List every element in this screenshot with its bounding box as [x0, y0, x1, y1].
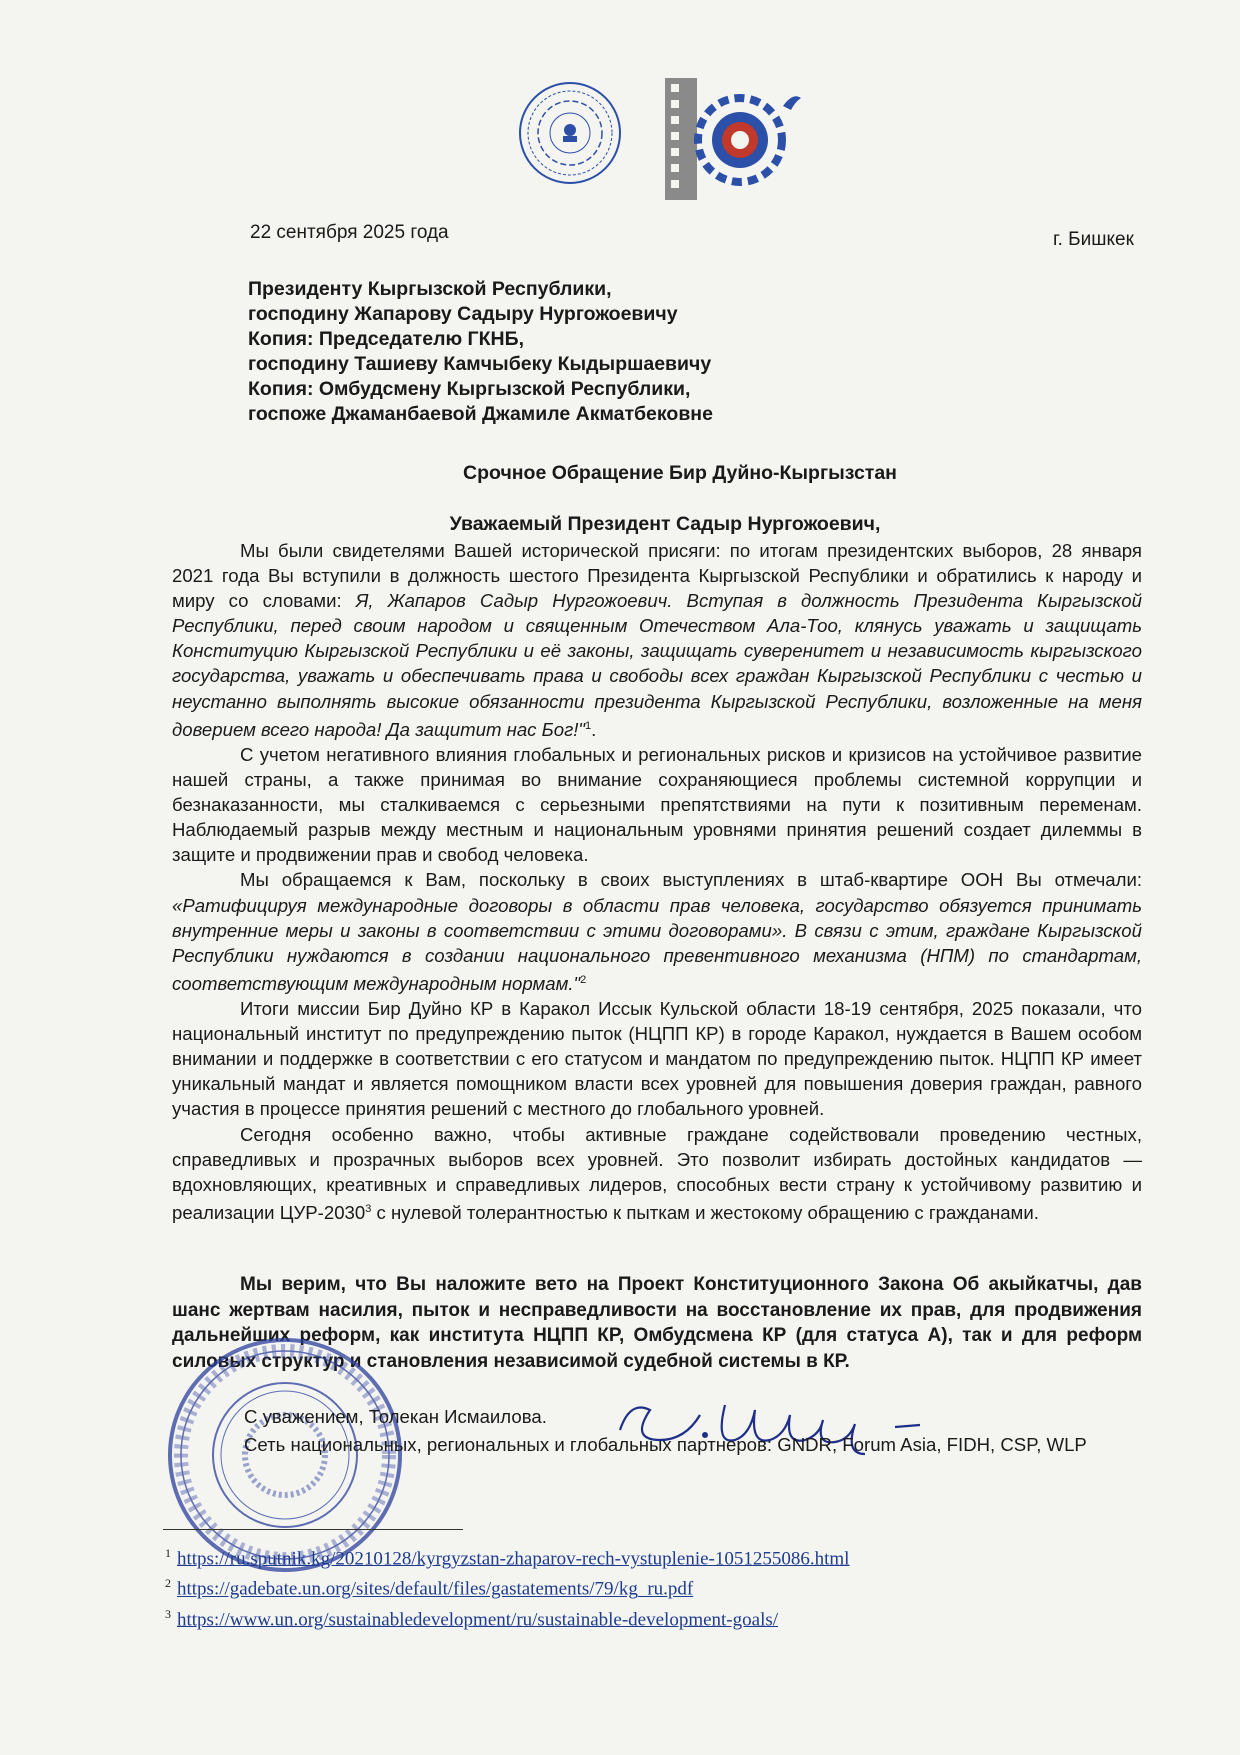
footnote-ref: 3: [365, 1202, 372, 1215]
footnote-ref: 1: [585, 719, 592, 732]
addressee-line: Копия: Омбудсмену Кыргызской Республики,: [248, 378, 691, 400]
footnote: [165, 1571, 849, 1601]
footnotes: [165, 1541, 849, 1632]
body-paragraph: Итоги миссии Бир Дуйно КР в Каракол Иссык Кульской области 18-19 сентября, 2025 показали, что национальный институт по предупреждению пыток (НЦПП КР) в городе Каракол, нуждается в Вашем особом внимании и поддержке в соответствии с его статусом и мандатом по предупреждению пыток. НЦПП КР имеет уникальный мандат и является помощником власти всех уровней для повышения доверия граждан, равного участия в процессе принятия решений с местного до глобального уровней.: [172, 998, 1142, 1120]
body-paragraph: С учетом негативного влияния глобальных и региональных рисков и кризисов на устойчивое развитие нашей страны, а также принимая во внимание сохраняющиеся проблемы системной коррупции и безнаказанности, мы сталкиваемся с серьезными препятствиями на пути к позитивным переменам. Наблюдаемый разрыв между местным и национальным уровнями принятия решений создает дилеммы в защите и продвижении прав и свобод человека.: [172, 743, 1142, 866]
footnote-number: 1: [165, 1546, 171, 1560]
footnote-divider: [163, 1529, 463, 1530]
salutation: Уважаемый Президент Садыр Нургожоевич,: [449, 513, 881, 535]
paragraph-text: .: [591, 718, 597, 740]
addressee-line: господину Жапарову Садыру Нургожоевичу: [248, 303, 678, 325]
film-festival-logo-icon: [665, 78, 815, 203]
footnote-link[interactable]: https://ru.sputnik.kg/20210128/kyrgyzstan-zhaparov-rech-vystuplenie-1051255086.html: [177, 1548, 850, 1570]
paragraph-text: с нулевой толерантностью к пыткам и жестокому обращению с гражданами.: [371, 1202, 1039, 1223]
letterhead-logos: [515, 78, 835, 203]
oath-quote: Я, Жапаров Садыр Нургожоевич. Вступая в должность Президента Кыргызской Республики, перед своим народом и священным Отечеством Ала-Тоо, клянусь уважать и защищать Конституцию Кыргызской Республики и её законы, защищать суверенитет и независимость кыргызского государства, уважать и обеспечивать права и свободы всех граждан Кыргызской Республики с честью и неустанно выполнять высокие обязанности президента Кыргызской Республики, возложенные на меня доверием всего народа! Да защитит нас Бог!": [172, 590, 1142, 740]
footnote-number: 3: [165, 1606, 171, 1621]
addressee-line: господину Ташиеву Камчыбеку Кыдыршаевичу: [248, 353, 712, 375]
bir-duino-emblem-icon: [515, 78, 625, 188]
un-quote: «Ратифицируя международные договоры в области прав человека, государство обязуется принимать внутренние меры и законы в соответствии с этими договорами». В связи с этим, граждане Кыргызской Республики нуждаются в создании национального превентивного механизма (НПМ) по стандартам, соответствующим международным нормам.": [172, 894, 1142, 994]
paragraph-text: Сегодня особенно важно, чтобы активные граждане содействовали проведению честных, справедливых и прозрачных выборов всех уровней. Это позволит избирать достойных кандидатов — вдохновляющих, креативных и справедливых лидеров, способных вести страну к устойчивому развитию и реализации ЦУР-2030: [172, 1123, 1142, 1223]
letter-title: Срочное Обращение Бир Дуйно-Кыргызстан: [463, 462, 897, 484]
paragraph-text: Мы обращаемся к Вам, поскольку в своих выступлениях в штаб-квартире ООН Вы отмечали:: [240, 869, 1142, 891]
footnote-ref: 2: [580, 973, 587, 986]
footnote: [165, 1541, 849, 1571]
letter-body: [172, 538, 1142, 1225]
footnote: [165, 1602, 849, 1632]
footnote-link[interactable]: https://gadebate.un.org/sites/default/files/gastatements/79/kg_ru.pdf: [177, 1578, 694, 1600]
footnote-link[interactable]: https://www.un.org/sustainabledevelopment/ru/sustainable-development-goals/: [177, 1608, 779, 1630]
addressee-block: [248, 277, 713, 427]
signoff-partners: Сеть национальных, региональных и глобальных партнеров: GNDR, Forum Asia, FIDH, CSP, WLP: [244, 1434, 1087, 1455]
paragraph-text: Мы были свидетелями Вашей исторической присяги: по итогам президентских выборов, 28 января 2021 года Вы вступили в должность шестого Президента Кыргызской Республики и обратились к народу и миру со словами:: [172, 540, 1142, 612]
signoff-name: С уважением, Толекан Исмаилова.: [244, 1406, 547, 1427]
body-paragraph: [172, 1122, 1142, 1226]
closing-appeal: Мы верим, что Вы наложите вето на Проект Конституционного Закона Об акыйкатчы, дав шанс жертвам насилия, пыток и несправедливости на восстановление их прав, для продвижения дальнейших реформ, как института НЦПП КР, Омбудсмена КР (для статуса А), так и для реформ силовых структур и становления независимой судебной системы в КР.: [172, 1274, 1142, 1372]
addressee-line: госпоже Джаманбаевой Джамиле Акматбековне: [248, 403, 713, 425]
body-paragraph: [172, 538, 1142, 742]
footnote-number: 2: [165, 1576, 171, 1591]
letter-date: 22 сентября 2025 года: [250, 222, 449, 243]
addressee-line: Копия: Председателю ГКНБ,: [248, 328, 524, 350]
letter-city: г. Бишкек: [1053, 229, 1134, 250]
addressee-line: Президенту Кыргызской Республики,: [248, 278, 612, 300]
body-paragraph: [172, 867, 1142, 996]
